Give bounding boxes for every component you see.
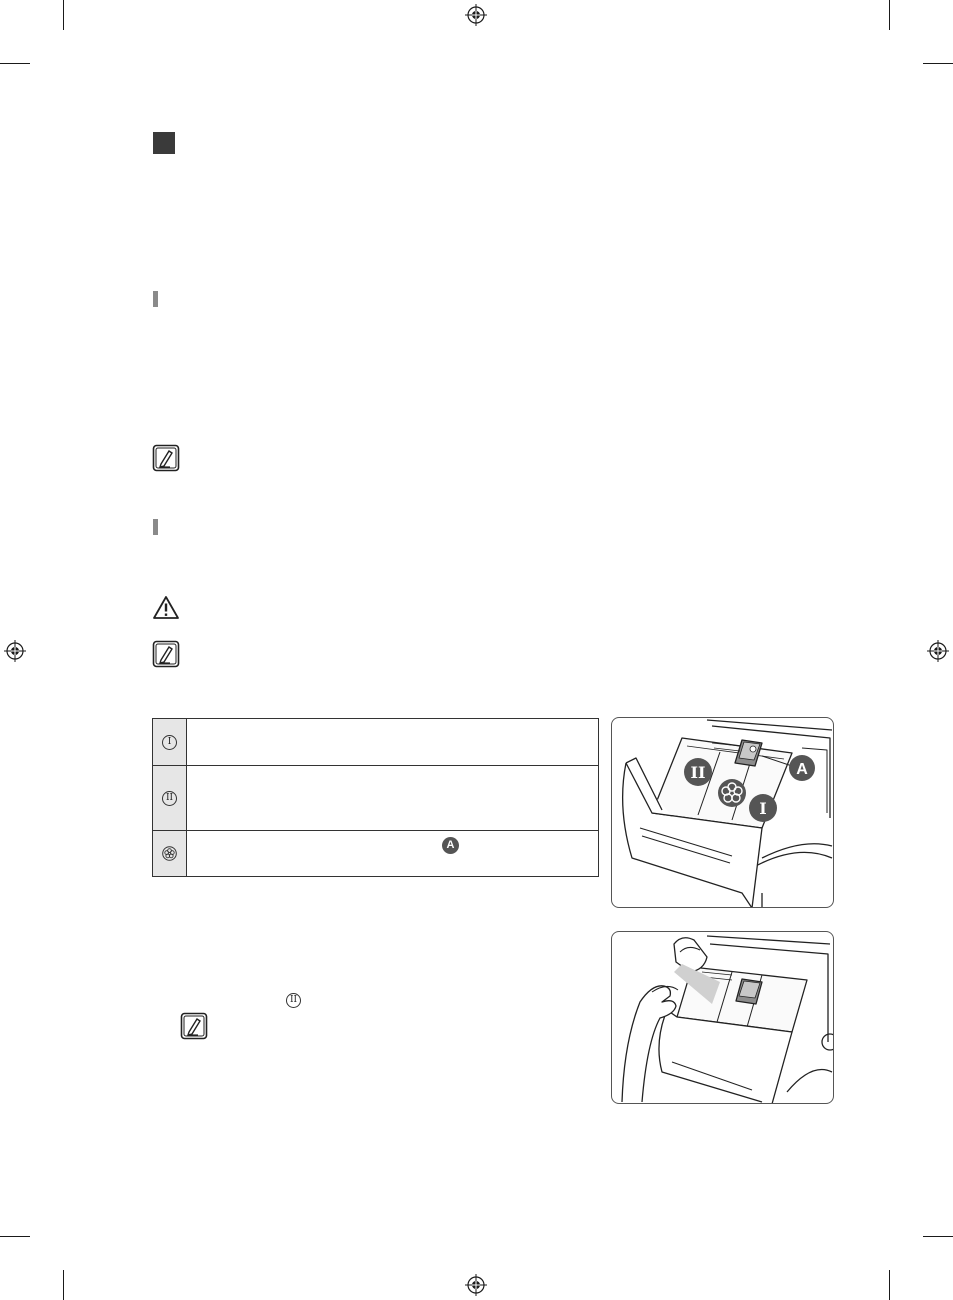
crop-mark-top-right-h [923, 63, 953, 64]
softener-label-circle [718, 779, 746, 807]
note-icon [180, 1012, 208, 1040]
softener-cap-marker-badge: A [442, 837, 459, 854]
crop-mark-bottom-right-h [923, 1236, 953, 1237]
note-icon [152, 444, 180, 472]
registration-mark-icon [4, 640, 26, 662]
softener-compartment-icon [162, 846, 177, 861]
main-wash-symbol-cell [153, 766, 187, 830]
main-wash-label-circle [684, 758, 712, 786]
registration-mark-icon [465, 4, 487, 26]
main-wash-description [188, 766, 598, 830]
table-row-prewash [153, 719, 598, 766]
crop-mark-bottom-left-h [0, 1236, 30, 1237]
subheading-marker [153, 519, 158, 535]
detergent-drawer-figure [611, 717, 834, 908]
detergent-drawer-illustration [612, 718, 834, 908]
subheading-marker [153, 291, 158, 307]
table-row-softener [153, 831, 598, 876]
pouring-detergent-figure [611, 931, 834, 1104]
crop-mark-bottom-right-v [889, 1270, 890, 1300]
section-heading-marker [153, 132, 175, 154]
svg-text:A: A [796, 761, 808, 778]
svg-text:I: I [759, 799, 767, 818]
prewash-symbol-cell [153, 719, 187, 765]
main-wash-compartment-icon: II [162, 791, 177, 806]
pouring-detergent-illustration [612, 932, 834, 1104]
crop-mark-bottom-left-v [63, 1270, 64, 1300]
compartment-table [152, 718, 599, 877]
prewash-label-circle [749, 794, 777, 822]
crop-mark-top-left-v [63, 0, 64, 30]
registration-mark-icon [465, 1274, 487, 1296]
main-wash-inline-icon: II [286, 993, 301, 1008]
softener-symbol-cell [153, 831, 187, 876]
registration-mark-icon [927, 640, 949, 662]
warning-icon [152, 594, 180, 622]
note-icon [152, 640, 180, 668]
prewash-compartment-icon: I [162, 735, 177, 750]
crop-mark-top-left-h [0, 63, 30, 64]
table-row-main-wash [153, 766, 598, 831]
softener-description [188, 831, 598, 876]
prewash-description [188, 719, 598, 765]
svg-text:II: II [690, 763, 706, 782]
crop-mark-top-right-v [889, 0, 890, 30]
